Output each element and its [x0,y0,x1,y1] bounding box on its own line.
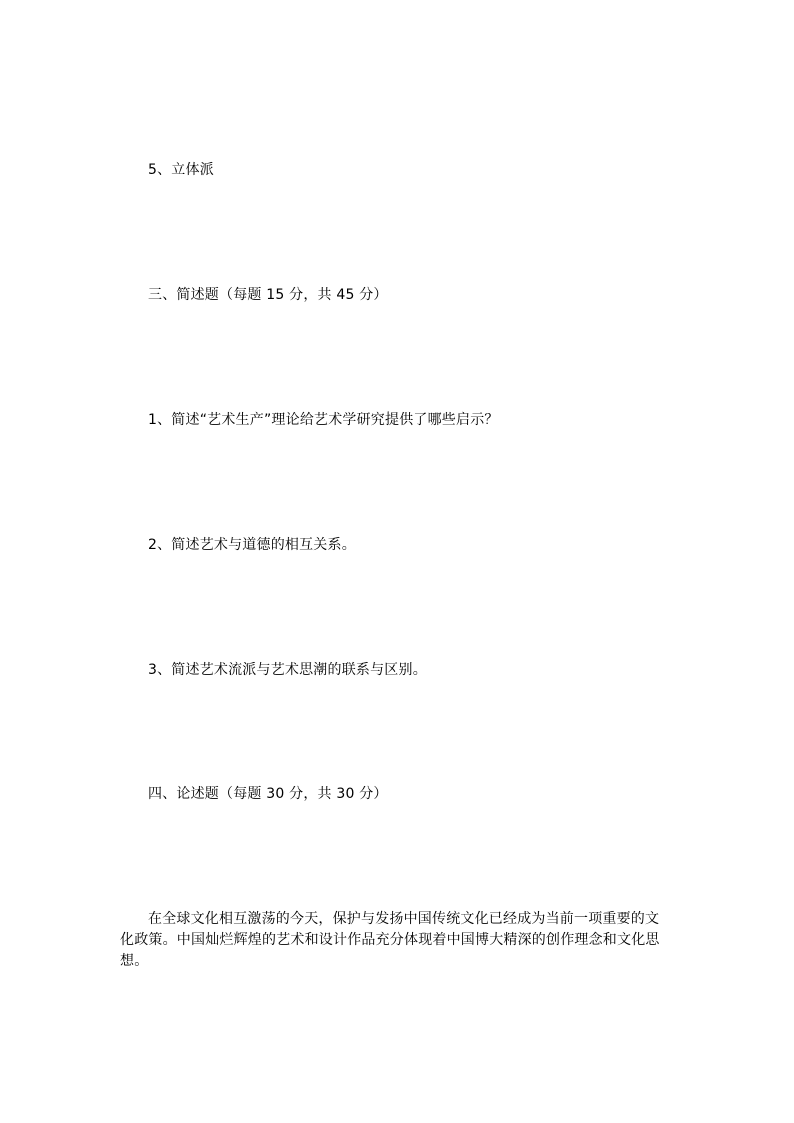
question-1: 1、简述“艺术生产”理论给艺术学研究提供了哪些启示？ [148,412,499,428]
question-3: 3、简述艺术流派与艺术思潮的联系与区别。 [148,662,427,678]
section-heading-short-answer: 三、简述题（每题 15 分，共 45 分） [148,287,388,303]
section-heading-essay: 四、论述题（每题 30 分，共 30 分） [148,786,388,802]
essay-prompt-paragraph: 在全球文化相互激荡的今天，保护与发扬中国传统文化已经成为当前一项重要的文化政策。中国灿烂辉煌的艺术和设计作品充分体现着中国博大精深的创作理念和文化思想。 [120,911,660,969]
list-item-cubism: 5、立体派 [148,162,214,178]
question-2: 2、简述艺术与道德的相互关系。 [148,537,356,553]
